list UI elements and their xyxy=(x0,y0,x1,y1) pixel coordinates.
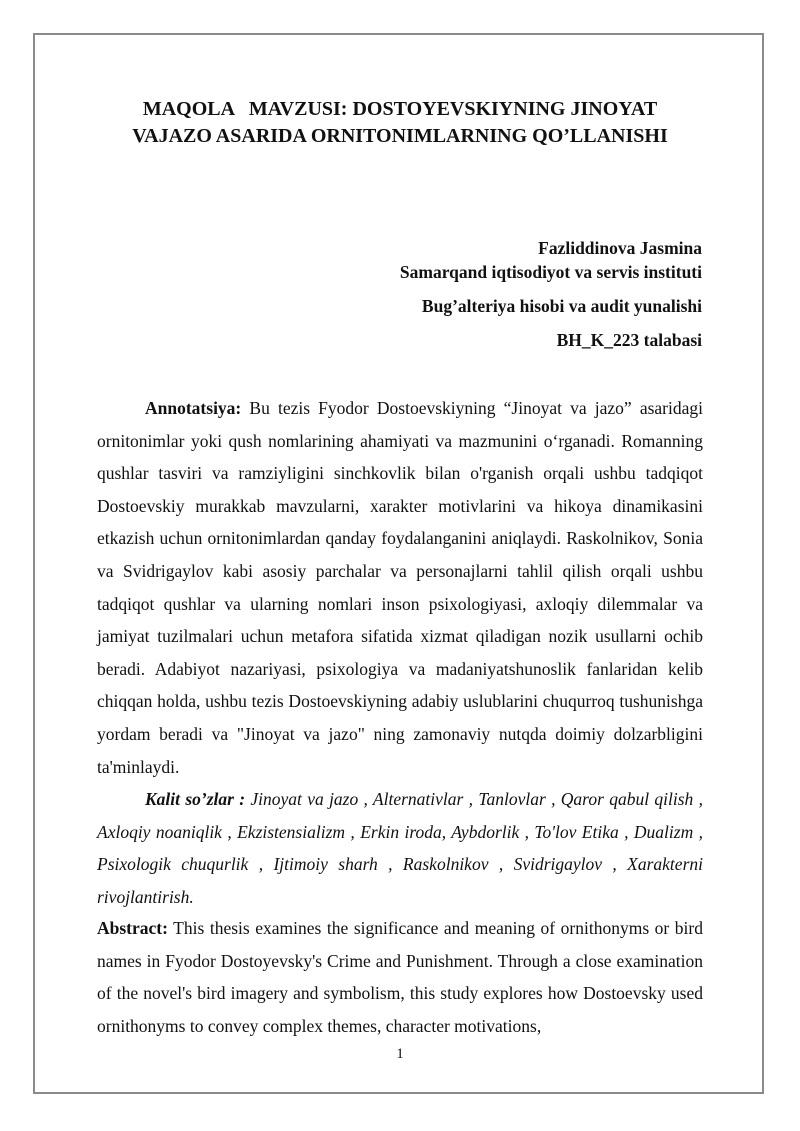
annotation-text: Bu tezis Fyodor Dostoevskiyning “Jinoyat va jazo” asaridagi ornitonimlar yoki qush nomlarining ahamiyati va mazmunini o‘rganadi. Romanning qushlar tasviri va ramziyligini sinchkovlik bilan o'rganish orqali ushbu tadqiqot Dostoevskiy murakkab mavzularni, xarakter motivlarini va hikoya dinamikasini etkazish uchun ornitonimlardan qanday foydalanganini aniqlaydi. Raskolnikov, Sonia va Svidrigaylov kabi asosiy parchalar va personajlarni tahlil qilish orqali ushbu tadqiqot qushlar va ularning nomlari inson psixologiyasi, axloqiy dilemmalar va jamiyat tuzilmalari uchun metafora sifatida xizmat qiladigan nozik usullarni ochib beradi. Adabiyot nazariyasi, psixologiya va madaniyatshunoslik fanlaridan kelib chiqqan holda, ushbu tezis Dostoevskiyning adabiy uslublarini chuqurroq tushunishga yordam beradi va "Jinoyat va jazo" ning zamonaviy nutqda doimiy dolzarbligini ta'minlaydi. xyxy=(97,398,703,777)
author-department: Bug’alteriya hisobi va audit yunalishi xyxy=(421,296,702,316)
article-title xyxy=(60,96,740,150)
author-name: Fazliddinova Jasmina xyxy=(538,238,702,258)
annotation-paragraph xyxy=(97,392,703,783)
author-group: BH_K_223 talabasi xyxy=(556,330,702,350)
page-number: 1 xyxy=(396,1046,404,1062)
abstract-paragraph xyxy=(97,912,703,1042)
annotation-label: Annotatsiya: xyxy=(145,398,242,418)
author-institution: Samarqand iqtisodiyot va servis instituti xyxy=(399,262,702,282)
keywords-paragraph xyxy=(97,783,703,913)
keywords-label: Kalit so’zlar : xyxy=(145,789,246,809)
title-line-2: VAJAZO ASARIDA ORNITONIMLARNING QO’LLANISHI xyxy=(132,125,668,147)
title-line-1: MAQOLA MAVZUSI: DOSTOYEVSKIYNING JINOYAT xyxy=(142,98,658,120)
abstract-text: This thesis examines the significance and meaning of ornithonyms or bird names in Fyodor Dostoyevsky's Crime and Punishment. Through a close examination of the novel's bird imagery and symbolism, this study explores how Dostoevsky used ornithonyms to convey complex themes, character motivations, xyxy=(97,918,703,1036)
abstract-label: Abstract: xyxy=(97,918,168,938)
keywords-text: Jinoyat va jazo , Alternativlar , Tanlovlar , Qaror qabul qilish , Axloqiy noaniqlik , Ekzistensializm , Erkin iroda, Aybdorlik , To'lov Etika , Dualizm , Psixologik chuqurlik , Ijtimoiy sharh , Raskolnikov , Svidrigaylov , Xarakterni rivojlantirish. xyxy=(97,789,703,907)
